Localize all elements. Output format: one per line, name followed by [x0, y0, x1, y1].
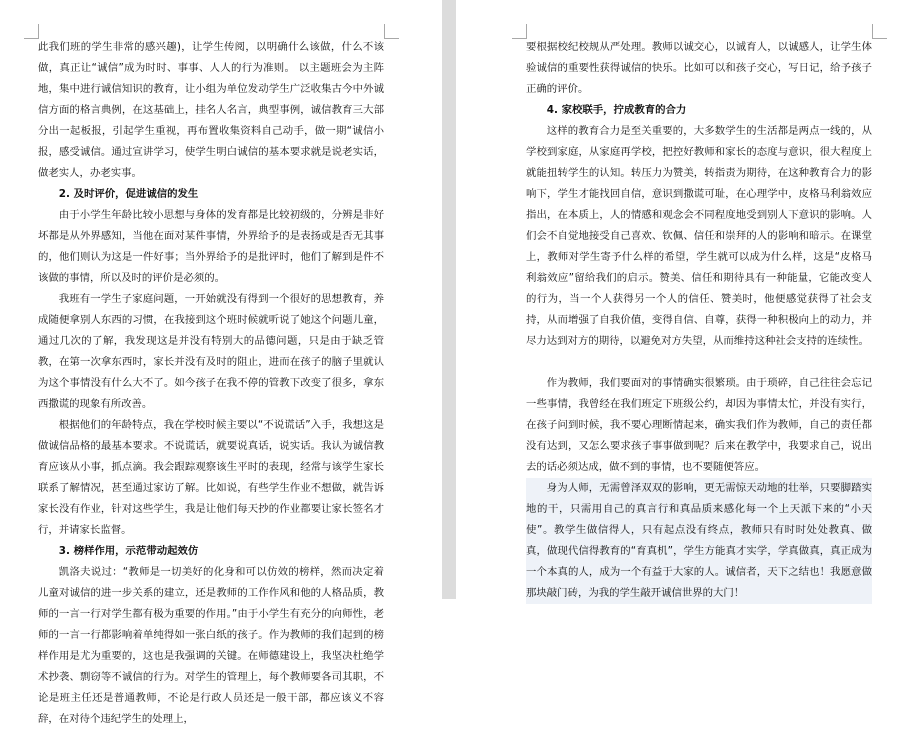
paragraph: 我班有一学生子家庭问题，一开始就没有得到一个很好的思想教育，养成随便拿别人东西的习惯，在我接到这个班时候就听说了她这个问题儿童，通过几次的了解，我发现这是并没有特别大的品德问题，只是由于缺乏管教，在第一次拿东西时，家长并没有及时的阻止，进而在孩子的脑子里就认为这个事情没有什么大不了。如今孩子在我不停的管教下改变了很多，拿东西撒谎的现象有所改善。	[38, 293, 384, 410]
section-heading: 3. 榜样作用，示范带动起效仿	[58, 545, 199, 557]
paragraph: 由于小学生年龄比较小思想与身体的发育都是比较初级的，分辨是非好坏都是从外界感知，当他在面对某件事情，外界给予的是表扬或是否无其事的，他们则认为这是一件好事；当外界给予的是批评时，他们了解到是件不该做的事情，所以及时的评价是必须的。	[38, 209, 384, 284]
paragraph: 根据他们的年龄特点，我在学校时候主要以“不说谎话”入手，我想这是做诚信品格的最基本要求。不说谎话，就要说真话，说实话。我认为诚信教育应该从小事，抓点滴。我会跟踪观察该生平时的表现，经常与该学生家长联系了解情况，甚至通过家访了解。比如说，有些学生作业不想做，就告诉家长没有作业，针对这些学生，我是让他们每天抄的作业都要让家长签名才行，并请家长监督。	[38, 419, 384, 536]
document-page-left	[0, 0, 442, 725]
crop-mark-top-left	[24, 24, 39, 39]
section-heading: 2. 及时评价，促进诚信的发生	[58, 188, 199, 200]
crop-mark-top-left	[512, 24, 527, 39]
document-page-right	[456, 0, 902, 599]
paragraph: 身为人师，无需曾泽双双的影响，更无需惊天动地的壮举，只要脚踏实地的干，只需用自己的真言行和真品质来感化每一个上天派下来的“小天使”。教学生做信得人，只有起点没有终点，教师只有时时处处教真、做真，做现代信得教育的“育真机”，学生方能真才实学，学真做真，真正成为一个本真的人，成为一个有益于大家的人。诚信者，天下之结也！我愿意做那块敲门砖，为我的学生敲开诚信世界的大门！	[526, 478, 872, 604]
page-text-body	[38, 37, 384, 730]
blank-line	[526, 352, 872, 373]
crop-mark-top-right	[384, 24, 399, 39]
paragraph: 凯洛夫说过：“教师是一切美好的化身和可以仿效的榜样，然而决定着儿童对诚信的进一步关系的建立，还是教师的工作作风和他的人格品质，教师的一言一行对学生都有极为重要的作用。”由于小学生有充分的向师性，老师的一言一行都影响着单纯得如一张白纸的孩子。作为教师的我们起到的榜样作用是尤为重要的，这也是我强调的关键。在师德建设上，我坚决杜绝学术抄袭、剽窃等不诚信的行为。对学生的管理上，每个教师要各司其职，不论是班主任还是普通教师，不论是行政人员还是一般干部，都应该义不容辞，在对待个违纪学生的处理上，	[38, 566, 384, 725]
paragraph: 要根据校纪校规从严处理。教师以诚交心，以诚育人，以诚感人，让学生体验诚信的重要性获得诚信的快乐。比如可以和孩子交心，写日记，给予孩子正确的评价。	[526, 41, 872, 95]
page-text-body	[526, 37, 872, 604]
crop-mark-top-right	[872, 24, 887, 39]
page-gutter	[442, 0, 456, 599]
section-heading: 4. 家校联手，拧成教育的合力	[546, 104, 687, 116]
paragraph: 这样的教育合力是至关重要的，大多数学生的生活都是两点一线的，从学校到家庭，从家庭再学校，把控好教师和家长的态度与意识，很大程度上就能扭转学生的认知。转压力为赞美，转指责为期待，在这种教育合力的影响下，学生才能找回自信，意识到撒谎可耻，在心理学中，皮格马利翁效应指出，在本质上，人的情感和观念会不同程度地受到别人下意识的影响。人们会不自觉地接受自己喜欢、钦佩、信任和崇拜的人的影响和暗示。在课堂上，教师对学生寄予什么样的希望，学生就可以成为什么样，这是“皮格马利翁效应”留给我们的启示。赞美、信任和期待具有一种能量，它能改变人的行为，当一个人获得另一个人的信任、赞美时，他便感觉获得了社会支持，从而增强了自我价值，变得自信、自尊，获得一种积极向上的动力，并尽力达到对方的期待，以避免对方失望，从而维持这种社会支持的连续性。	[526, 125, 872, 347]
paragraph: 作为教师，我们要面对的事情确实很繁琐。由于琐碎，自己往往会忘记一些事情，我曾经在我们班定下班级公约，却因为事情太忙，并没有实行，在孩子问到时候，我不要心理断情起来，确实我们作为教师，自己的责任都没有达到，又怎么要求孩子事事做到呢？后来在教学中，我要求自己，说出去的话必须达成，做不到的事情，也不要随便答应。	[526, 377, 872, 473]
paragraph: 此我们班的学生非常的感兴趣)，让学生传阅，以明确什么该做，什么不该做，真正让“诚信”成为时时、事事、人人的行为准则。 以主题班会为主阵地，集中进行诚信知识的教育，让小组为单位发动学生广泛收集古今中外诚信方面的格言典例，在这基础上，挂名人名言，典型事例，诚信教育三大部分出一起板报，引起学生重视，再布置收集资料自己动手，做一期“诚信小报，感受诚信。通过宣讲学习，使学生明白诚信的基本要求就是说老实话，做老实人，办老实事。	[38, 41, 384, 179]
